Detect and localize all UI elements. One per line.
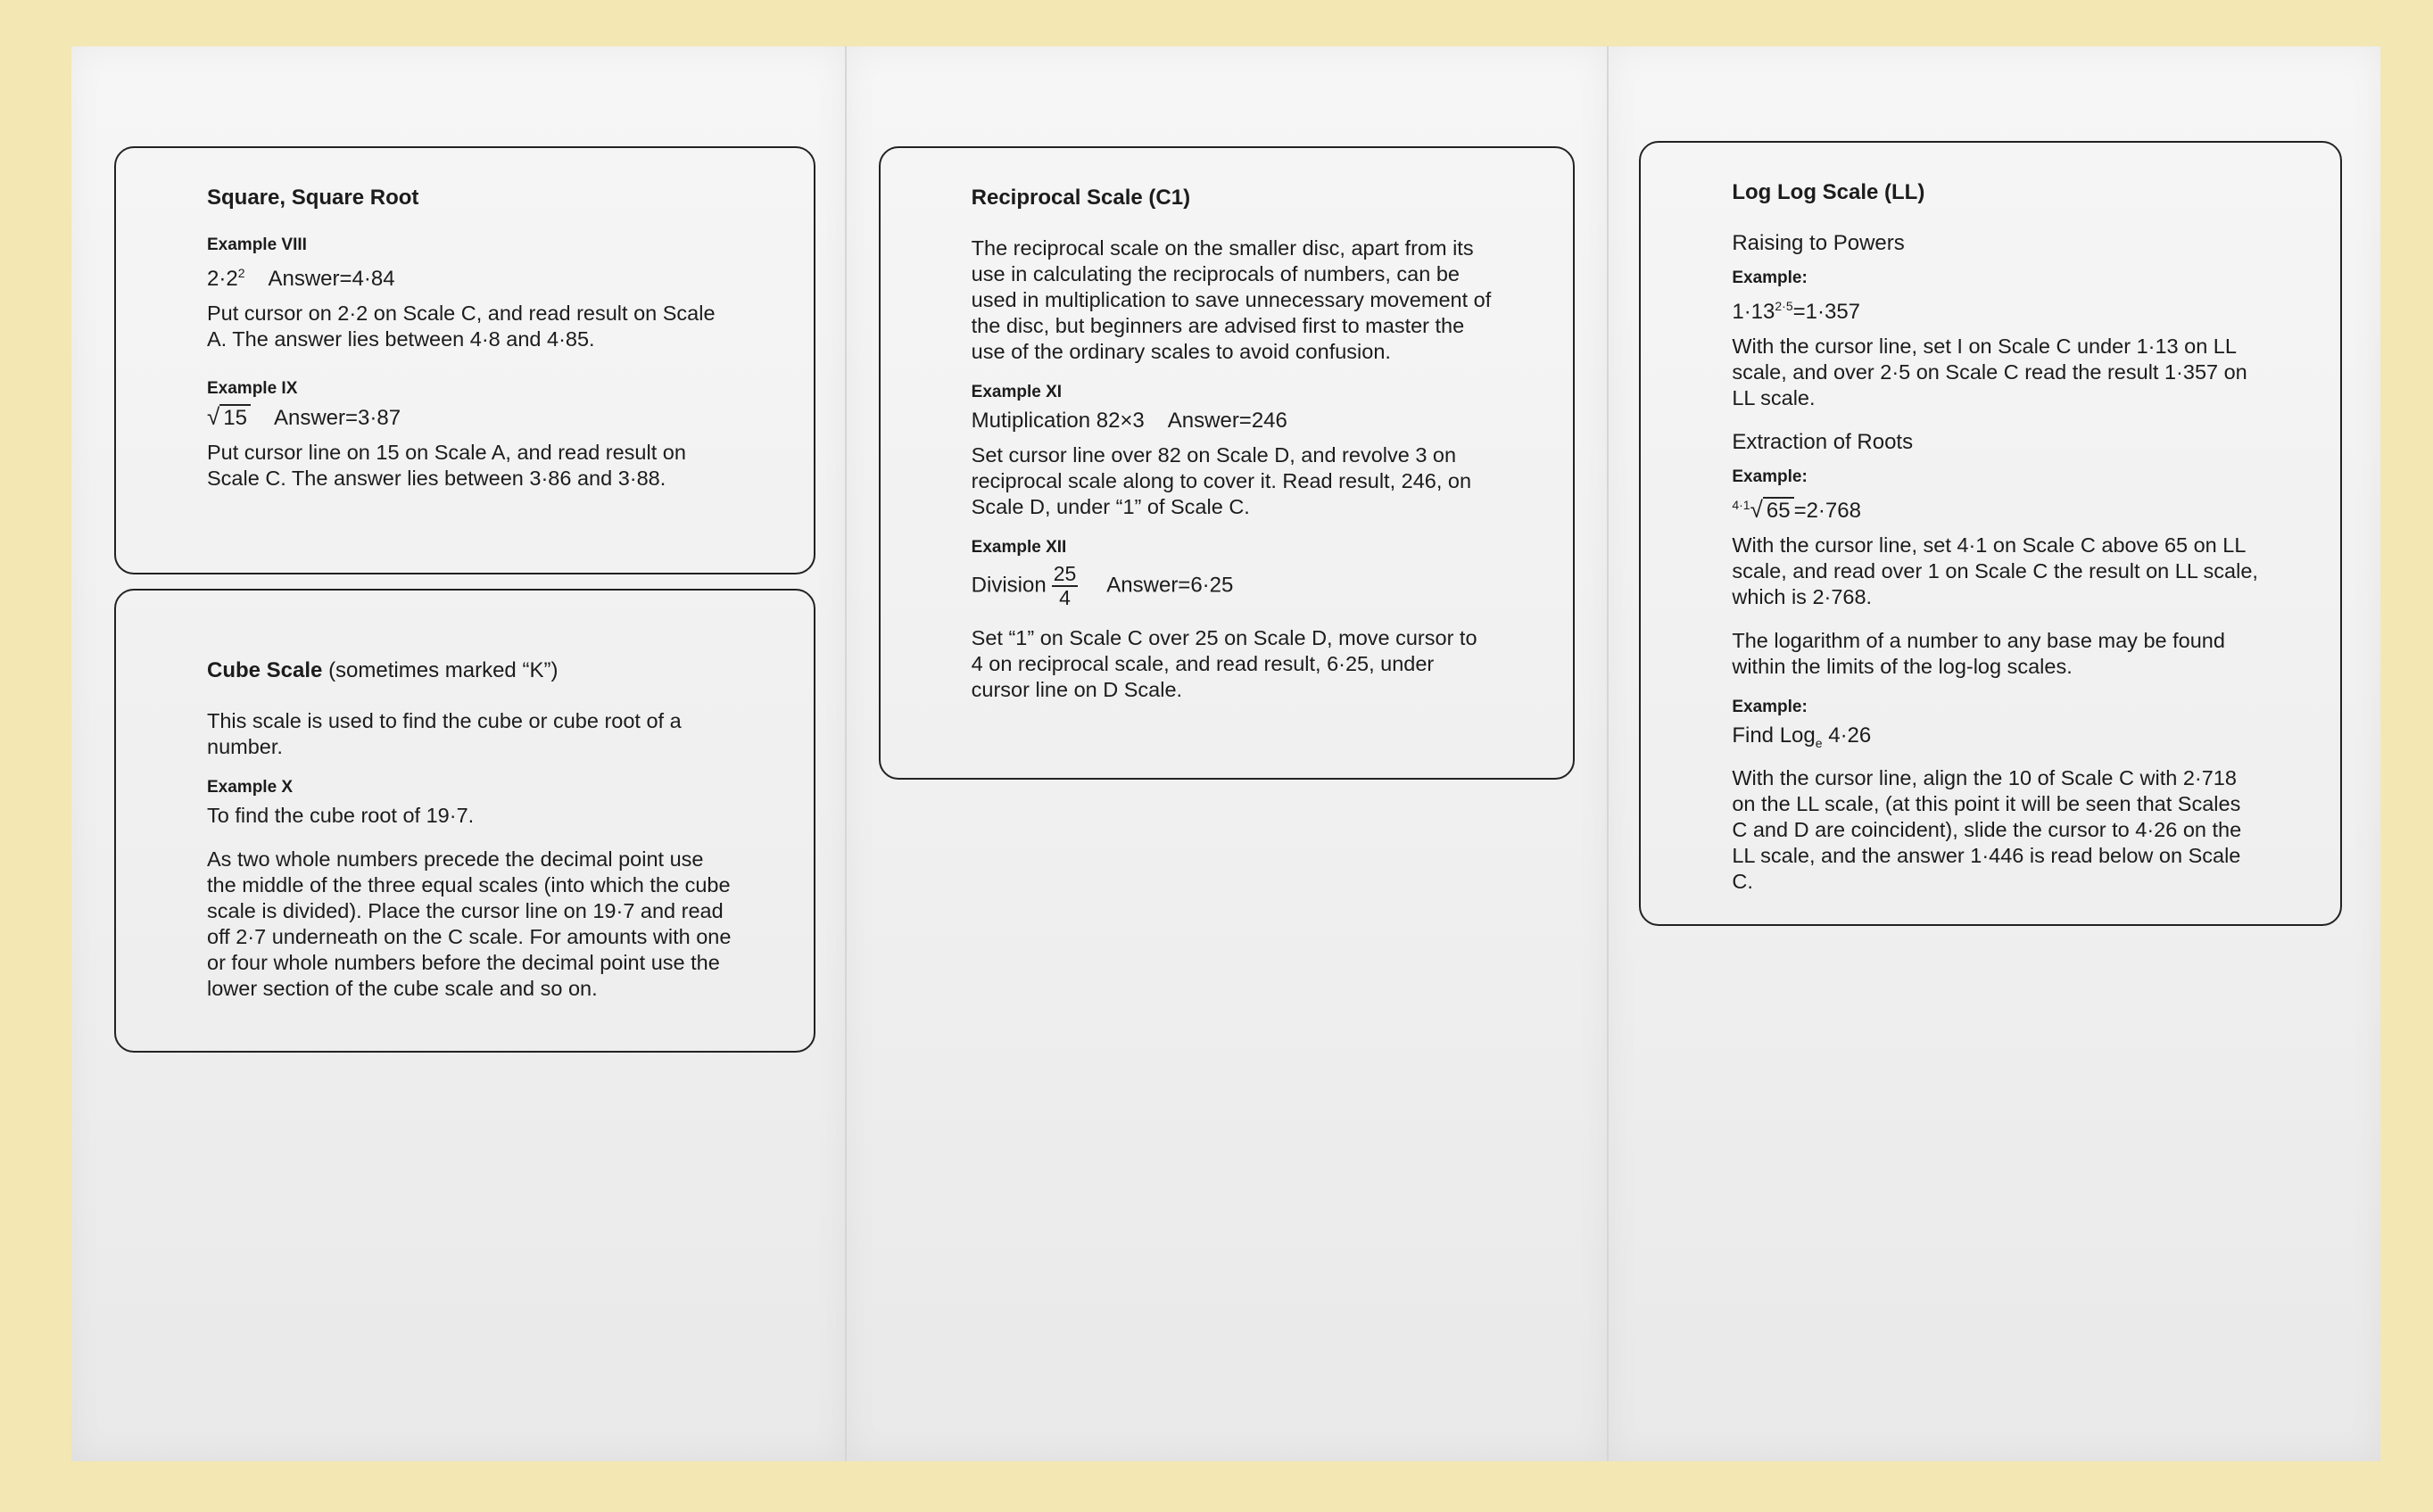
example-log-label: Example: [1732,698,1808,716]
log-base-note: The logarithm of a number to any base may be found within the limits of the log-log scales. [1732,629,2225,678]
example-powers-text: With the cursor line, set I on Scale C under 1·13 on LL scale, and over 2·5 on Scale C read the result 1·357 on LL scale. [1732,335,2247,409]
example-x-label: Example X [207,778,294,797]
example-ix-text: Put cursor line on 15 on Scale A, and read result on Scale C. The answer lies between 3·86 and 3·88. [207,441,686,490]
example-x-text: As two whole numbers precede the decimal point use the middle of the three equal scales (into which the cube scale is divided). Place the cursor line on 19·7 and read off 2·7 underneath on the C scale. For amounts with one or four whole numbers before the decimal point use the lower section of the cube scale and so on. [207,847,732,1000]
example-xi-text: Set cursor line over 82 on Scale D, and revolve 3 on reciprocal scale along to cover it. Read result, 246, on Scale D, under “1” of Scale C. [971,443,1472,518]
example-roots-label: Example: [1732,467,1808,486]
example-viii-answer: Answer=4·84 [268,267,395,291]
example-viii-expression: $2\cdot 2^2$ Answer=4·84 [207,266,395,291]
reciprocal-scale-intro: The reciprocal scale on the smaller disc, apart from its use in calculating the reciprocals of numbers, can be used in multiplication to save unnecessary movement of the disc, but beginners are advised first to master the use of the ordinary scales to avoid confusion. [971,236,1492,363]
example-ix-label: Example IX [207,379,298,398]
raising-powers-heading: Raising to Powers [1732,231,1905,255]
example-viii-label: Example VIII [207,235,307,254]
example-x-task: To find the cube root of 19·7. [207,804,475,827]
example-xii-label: Example XII [971,538,1067,557]
example-ix-answer: Answer=3·87 [273,406,401,430]
leaflet [71,46,2380,1461]
reciprocal-scale-title: Reciprocal Scale (C1) [971,186,1191,210]
extraction-roots-heading: Extraction of Roots [1732,430,1914,454]
panel-left [71,46,845,1461]
example-xi-expression: Mutiplication 82×3 Answer=246 [971,409,1287,433]
cube-scale-title: Cube Scale (sometimes marked “K”) [207,658,559,682]
cube-scale-intro: This scale is used to find the cube or cube root of a number. [207,709,682,758]
cube-scale-box [114,589,815,1053]
example-powers-label: Example: [1732,269,1808,287]
radical-sign-icon: √ [207,403,220,430]
log-log-scale-box [1639,141,2342,926]
example-powers-expression: $1\cdot 13^{2\cdot 5}=1\cdot 357$ [1732,299,1861,324]
radical-sign-icon: √ [1750,496,1763,523]
example-roots-expression: $^{4\cdot 1}$√ 65 =2·768 [1732,496,1861,523]
example-xii-answer: Answer=6·25 [1106,573,1234,598]
panel-middle [845,46,1608,1461]
example-log-text: With the cursor line, align the 10 of Scale C with 2·718 on the LL scale, (at this point it will be seen that Scales C and D are coincident), slide the cursor to 4·26 on the LL scale, and the answer 1·446 is read below on Scale C. [1732,765,2242,893]
reciprocal-scale-box [879,146,1575,780]
example-xii-expression: Division $\frac{25}{4}$ Answer=6·25 [971,562,1234,609]
log-log-title: Log Log Scale (LL) [1732,180,1925,204]
panel-right [1607,46,2380,1461]
division-fraction: $\frac{25}{4}$ [1053,562,1077,609]
example-roots-text: With the cursor line, set 4·1 on Scale C above 65 on LL scale, and read over 1 on Scale C the result on LL scale, which is 2·768. [1732,533,2258,608]
example-xi-label: Example XI [971,383,1063,401]
example-xii-text: Set “1” on Scale C over 25 on Scale D, move cursor to 4 on reciprocal scale, and read result, 6·25, under cursor line on D Scale. [971,626,1477,701]
square-root-title: Square, Square Root [207,186,419,210]
example-viii-text: Put cursor on 2·2 on Scale C, and read result on Scale A. The answer lies between 4·8 and 4·85. [207,302,716,351]
example-log-expression: Find Log$_e$ 4·26 [1732,723,1872,750]
square-root-box [114,146,815,574]
example-ix-expression: √ 15 Answer=3·87 [207,403,401,430]
example-xi-answer: Answer=246 [1167,409,1287,433]
